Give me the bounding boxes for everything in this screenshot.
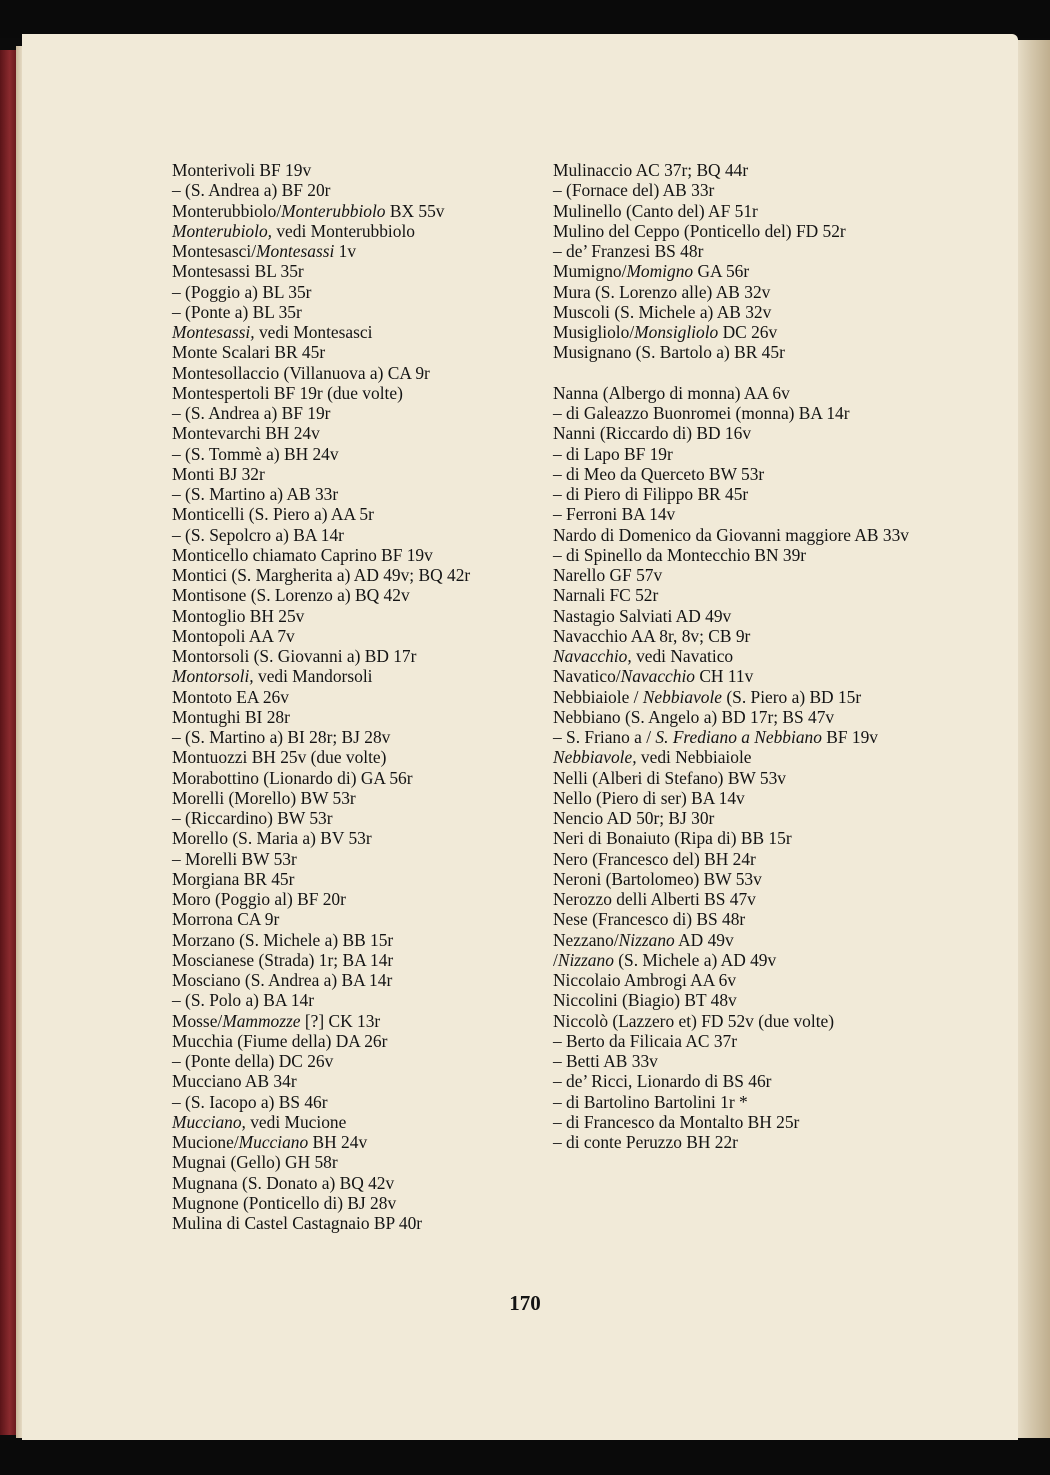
index-entry: Mulino del Ceppo (Ponticello del) FD 52r [553,220,846,241]
entry-text: [?] CK 13r [300,1010,381,1031]
entry-italic-text: Nizzano [618,929,675,950]
entry-text: vedi Mucione [245,1111,347,1132]
index-entry: Nastagio Salviati AD 49v [553,605,732,626]
index-entry: Mulinello (Canto del) AF 51r [553,200,758,221]
index-entry: Mura (S. Lorenzo alle) AB 32v [553,281,771,302]
entry-text: Nezzano/ [553,929,619,950]
index-entry: – (S. Iacopo a) BS 46r [172,1091,328,1112]
index-entry: – (Ponte a) BL 35r [172,301,302,322]
index-entry [553,930,923,950]
entry-text: Mucione/ [172,1132,239,1152]
index-entry: – (S. Polo a) BA 14r [172,990,315,1011]
index-entry: Mucciano AB 34r [172,1071,297,1092]
entry-text: BX 55v [385,200,445,221]
index-entry: Monterivoli BF 19v [172,160,312,180]
entry-text: Monterubbiolo/ [172,200,282,221]
index-entry: Niccolini (Biagio) BT 48v [553,990,737,1011]
index-entry: – (S. Andrea a) BF 20r [172,180,331,201]
index-entry: – Ferroni BA 14v [553,504,676,525]
entry-italic-text: Nebbiavole [642,686,723,707]
index-entry: Niccolaio Ambrogi AA 6v [553,970,737,990]
index-entry: Montughi BI 28r [172,706,290,727]
entry-text: BF 19v [821,727,878,747]
index-entry: Nello (Piero di ser) BA 14v [553,787,745,808]
index-entry: Nencio AD 50r; BJ 30r [553,808,715,828]
entry-text: Musigliolo/ [553,322,635,342]
index-entry: Monte Scalari BR 45r [172,342,326,363]
index-column-left [172,160,502,1233]
index-entry: – (S. Tommè a) BH 24v [172,443,339,464]
index-entry [172,1112,502,1132]
entry-text: vedi Mandorsoli [253,666,373,687]
index-entry [553,727,923,747]
index-entry: Navacchio AA 8r, 8v; CB 9r [553,625,751,646]
index-entry: Niccolò (Lazzero et) FD 52v (due volte) [553,1010,835,1031]
index-entry: Montesollaccio (Villanuova a) CA 9r [172,362,430,383]
index-entry: Muscoli (S. Michele a) AB 32v [553,301,772,322]
index-entry: Morabottino (Lionardo di) GA 56r [172,767,413,788]
entry-text: CH 11v [694,666,754,687]
entry-text: GA 56r [693,261,750,282]
index-entry: Montuozzi BH 25v (due volte) [172,747,387,768]
entry-italic-text: Nebbiavole, [553,747,637,768]
index-entry [172,666,502,686]
index-entry: Montoto EA 26v [172,686,289,707]
index-entry: Montevarchi BH 24v [172,423,320,444]
index-entry: Montorsoli (S. Giovanni a) BD 17r [172,646,417,666]
entry-text: – S. Friano a / [553,727,656,747]
index-entry: Nerozzo delli Alberti BS 47v [553,889,756,909]
index-entry: Morgiana BR 45r [172,868,295,889]
index-entry: – (Ponte della) DC 26v [172,1051,334,1071]
index-entry: – di Galeazzo Buonromei (monna) BA 14r [553,403,850,423]
book-spine [0,50,16,1435]
entry-text: vedi Monterubbiolo [272,220,415,241]
index-entry: – (Fornace del) AB 33r [553,180,715,201]
index-entry: Morello (S. Maria a) BV 53r [172,828,372,849]
entry-text: 1v [334,241,357,261]
index-entry: – (S. Andrea a) BF 19r [172,403,331,423]
entry-text: Mosse/ [172,1010,223,1031]
index-entry [553,950,923,970]
index-entry: Nanni (Riccardo di) BD 16v [553,423,752,444]
entry-italic-text: Mammozze [222,1010,301,1031]
entry-italic-text: Nizzano [557,949,614,970]
index-entry: – di conte Peruzzo BH 22r [553,1132,738,1152]
entry-italic-text: Momigno [626,261,694,282]
entry-text: (S. Piero a) BD 15r [722,686,862,707]
index-entry [553,646,923,666]
entry-italic-text: S. Frediano a Nebbiano [655,727,822,747]
entry-text: / [553,949,558,970]
scan-bottom-border [0,1440,1050,1475]
index-entry [553,261,923,281]
index-entry: Mulina di Castel Castagnaio BP 40r [172,1213,423,1233]
page-number: 170 [509,1291,541,1315]
index-entry: Montoglio BH 25v [172,605,305,626]
index-entry: – Berto da Filicaia AC 37r [553,1030,738,1051]
entry-italic-text: Navacchio [620,666,695,687]
entry-text: AD 49v [674,929,734,950]
index-entry: Nelli (Alberi di Stefano) BW 53v [553,767,786,788]
entry-italic-text: Monterubiolo, [172,220,272,241]
index-entry [172,1132,502,1152]
entry-text: vedi Montesasci [254,322,373,342]
index-entry: Montisone (S. Lorenzo a) BQ 42v [172,585,410,606]
index-entry: – (Riccardino) BW 53r [172,808,333,828]
index-entry [553,322,923,342]
index-entry: – (S. Martino a) AB 33r [172,484,339,504]
index-entry: – de’ Franzesi BS 48r [553,241,704,261]
index-entry: – di Lapo BF 19r [553,443,673,464]
index-entry: Montici (S. Margherita a) AD 49v; BQ 42r [172,565,471,585]
index-entry: – di Spinello da Montecchio BN 39r [553,544,807,565]
index-entry: – di Bartolino Bartolini 1r * [553,1091,748,1112]
index-entry: Morrona CA 9r [172,909,280,930]
index-entry: Neroni (Bartolomeo) BW 53v [553,868,762,889]
index-entry: Narnali FC 52r [553,585,659,606]
entry-italic-text: Montesassi, [172,322,255,342]
section-gap [553,363,923,383]
index-entry: Mucchia (Fiume della) DA 26r [172,1030,388,1051]
entry-italic-text: Mucciano [238,1132,309,1152]
index-entry: – di Piero di Filippo BR 45r [553,484,749,504]
entry-text: vedi Navatico [631,646,734,666]
index-column-right [553,160,923,1152]
index-entry [172,1011,502,1031]
index-entry: Nese (Francesco di) BS 48r [553,909,746,930]
index-entry: Mulinaccio AC 37r; BQ 44r [553,160,749,180]
entry-italic-text: Monterubbiolo [281,200,386,221]
index-entry: – Betti AB 33v [553,1051,658,1071]
index-entry [553,747,923,767]
index-entry [172,241,502,261]
entry-italic-text: Montesassi [256,241,335,261]
entry-text: BH 24v [308,1132,368,1152]
index-entry: Nero (Francesco del) BH 24r [553,848,756,869]
index-entry [553,666,923,686]
index-entry: Montespertoli BF 19r (due volte) [172,382,403,403]
index-entry: Mugnai (Gello) GH 58r [172,1152,338,1173]
index-entry: – (Poggio a) BL 35r [172,281,312,302]
entry-text: Navatico/ [553,666,621,687]
index-entry [172,201,502,221]
index-entry: Mosciano (S. Andrea a) BA 14r [172,970,393,990]
index-entry: Montesassi BL 35r [172,261,304,282]
index-entry: – (S. Martino a) BI 28r; BJ 28v [172,727,391,747]
index-entry: Monticelli (S. Piero a) AA 5r [172,504,374,525]
entry-text: Montesasci/ [172,241,257,261]
index-entry: Monti BJ 32r [172,463,265,484]
entry-italic-text: Monsigliolo [634,322,719,342]
index-entry: – Morelli BW 53r [172,848,297,869]
index-entry: Musignano (S. Bartolo a) BR 45r [553,342,785,363]
index-entry [172,221,502,241]
index-entry: Nardo di Domenico da Giovanni maggiore AB 33v [553,524,909,545]
entry-text: Mumigno/ [553,261,627,282]
index-entry: Mugnana (S. Donato a) BQ 42v [172,1172,395,1193]
entry-italic-text: Navacchio, [553,646,632,666]
index-entry [553,687,923,707]
index-entry: Montopoli AA 7v [172,625,295,646]
index-entry: Morelli (Morello) BW 53r [172,787,356,808]
index-entry: Nebbiano (S. Angelo a) BD 17r; BS 47v [553,706,835,727]
entry-italic-text: Mucciano, [172,1111,246,1132]
entry-text: DC 26v [718,322,778,342]
index-entry: Neri di Bonaiuto (Ripa di) BB 15r [553,828,792,849]
index-entry: – (S. Sepolcro a) BA 14r [172,524,344,545]
index-entry: Morzano (S. Michele a) BB 15r [172,929,394,950]
index-entry: Moscianese (Strada) 1r; BA 14r [172,949,394,970]
entry-text: Nebbiaiole / [553,686,643,707]
index-entry: Monticello chiamato Caprino BF 19v [172,544,433,565]
index-entry: Moro (Poggio al) BF 20r [172,889,346,909]
index-entry: Nanna (Albergo di monna) AA 6v [553,382,790,403]
index-entry: – de’ Ricci, Lionardo di BS 46r [553,1071,772,1092]
index-entry: – di Francesco da Montalto BH 25r [553,1111,800,1132]
entry-text: vedi Nebbiaiole [636,747,752,768]
index-entry [172,322,502,342]
entry-italic-text: Montorsoli, [172,666,254,687]
index-entry: Narello GF 57v [553,565,663,585]
scan-top-border [0,0,1050,38]
index-entry: Mugnone (Ponticello di) BJ 28v [172,1192,397,1213]
page-stack-right [1018,40,1050,1438]
index-entry: – di Meo da Querceto BW 53r [553,463,765,484]
entry-text: (S. Michele a) AD 49v [613,949,777,970]
